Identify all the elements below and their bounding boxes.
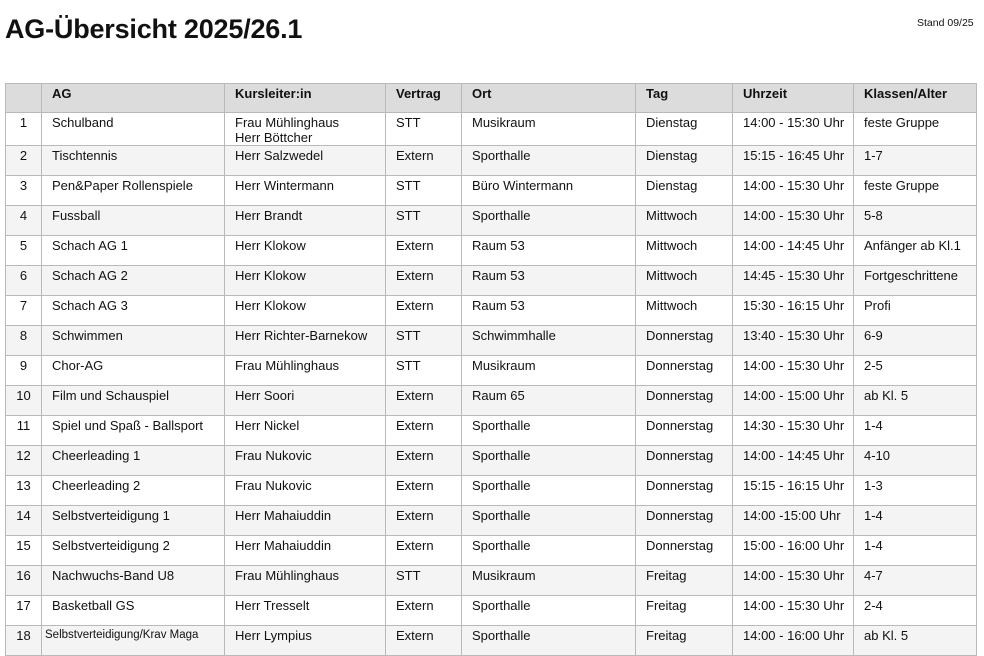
cell-nr: 12 — [6, 446, 42, 476]
cell-klassen: 1-4 — [854, 506, 977, 536]
cell-uhrzeit: 15:30 - 16:15 Uhr — [733, 296, 854, 326]
ag-table — [5, 83, 977, 656]
cell-kursleiter: Frau Nukovic — [225, 446, 386, 476]
cell-klassen: Fortgeschrittene — [854, 266, 977, 296]
table-row — [6, 296, 977, 326]
cell-klassen: ab Kl. 5 — [854, 626, 977, 656]
cell-ort: Musikraum — [462, 566, 636, 596]
cell-tag: Donnerstag — [636, 536, 733, 566]
cell-vertrag: Extern — [386, 416, 462, 446]
cell-klassen: 4-7 — [854, 566, 977, 596]
cell-vertrag: STT — [386, 356, 462, 386]
cell-ag: Selbstverteidigung 1 — [42, 506, 225, 536]
cell-vertrag: Extern — [386, 236, 462, 266]
cell-vertrag: Extern — [386, 596, 462, 626]
cell-tag: Mittwoch — [636, 206, 733, 236]
cell-ort: Raum 53 — [462, 266, 636, 296]
stand-date: Stand 09/25 — [917, 17, 974, 29]
cell-vertrag: Extern — [386, 296, 462, 326]
table-row — [6, 326, 977, 356]
cell-kursleiter-second: Herr Böttcher — [235, 130, 313, 145]
cell-kursleiter: Herr Klokow — [225, 236, 386, 266]
cell-kursleiter: Herr Brandt — [225, 206, 386, 236]
cell-klassen: 1-7 — [854, 146, 977, 176]
cell-ort: Musikraum — [462, 113, 636, 146]
cell-vertrag: Extern — [386, 506, 462, 536]
cell-kursleiter: Herr Klokow — [225, 266, 386, 296]
cell-tag: Dienstag — [636, 113, 733, 146]
cell-vertrag: STT — [386, 113, 462, 146]
cell-tag: Donnerstag — [636, 446, 733, 476]
cell-nr: 3 — [6, 176, 42, 206]
cell-ag: Nachwuchs-Band U8 — [42, 566, 225, 596]
table-row — [6, 506, 977, 536]
cell-ag: Fussball — [42, 206, 225, 236]
cell-tag: Donnerstag — [636, 386, 733, 416]
cell-ag: Cheerleading 1 — [42, 446, 225, 476]
cell-vertrag: Extern — [386, 266, 462, 296]
cell-nr: 8 — [6, 326, 42, 356]
table-row — [6, 386, 977, 416]
cell-klassen: feste Gruppe — [854, 176, 977, 206]
cell-ag: Tischtennis — [42, 146, 225, 176]
cell-klassen: ab Kl. 5 — [854, 386, 977, 416]
cell-kursleiter: Herr Soori — [225, 386, 386, 416]
cell-nr: 9 — [6, 356, 42, 386]
cell-ort: Sporthalle — [462, 506, 636, 536]
cell-klassen: 2-5 — [854, 356, 977, 386]
cell-klassen: feste Gruppe — [854, 113, 977, 146]
cell-ag: Chor-AG — [42, 356, 225, 386]
cell-vertrag: STT — [386, 326, 462, 356]
cell-kursleiter: Herr Salzwedel — [225, 146, 386, 176]
cell-uhrzeit: 14:00 - 14:45 Uhr — [733, 236, 854, 266]
cell-ort: Sporthalle — [462, 596, 636, 626]
cell-klassen: 4-10 — [854, 446, 977, 476]
header-uhrzeit: Uhrzeit — [733, 84, 854, 113]
cell-uhrzeit: 14:30 - 15:30 Uhr — [733, 416, 854, 446]
header-ort: Ort — [462, 84, 636, 113]
cell-uhrzeit: 13:40 - 15:30 Uhr — [733, 326, 854, 356]
header-kursleiter: Kursleiter:in — [225, 84, 386, 113]
cell-tag: Mittwoch — [636, 266, 733, 296]
cell-kursleiter: Herr Richter-Barnekow — [225, 326, 386, 356]
cell-tag: Donnerstag — [636, 326, 733, 356]
cell-ort: Musikraum — [462, 356, 636, 386]
cell-nr: 13 — [6, 476, 42, 506]
cell-ag: Film und Schauspiel — [42, 386, 225, 416]
cell-nr: 17 — [6, 596, 42, 626]
cell-tag: Freitag — [636, 626, 733, 656]
header-nr — [6, 84, 42, 113]
cell-tag: Freitag — [636, 596, 733, 626]
cell-kursleiter: Frau Mühlinghaus — [225, 566, 386, 596]
cell-nr: 18 — [6, 626, 42, 656]
table-row — [6, 146, 977, 176]
cell-ort: Sporthalle — [462, 146, 636, 176]
cell-ag: Schach AG 1 — [42, 236, 225, 266]
cell-vertrag: Extern — [386, 146, 462, 176]
table-row — [6, 236, 977, 266]
cell-ag: Selbstverteidigung/Krav Maga — [42, 626, 225, 656]
table-row — [6, 416, 977, 446]
cell-uhrzeit: 14:00 - 15:30 Uhr — [733, 113, 854, 146]
cell-vertrag: Extern — [386, 446, 462, 476]
cell-ag: Cheerleading 2 — [42, 476, 225, 506]
cell-klassen: Profi — [854, 296, 977, 326]
header-ag: AG — [42, 84, 225, 113]
cell-tag: Donnerstag — [636, 356, 733, 386]
cell-kursleiter: Herr Tresselt — [225, 596, 386, 626]
cell-nr: 15 — [6, 536, 42, 566]
cell-vertrag: STT — [386, 566, 462, 596]
cell-uhrzeit: 14:45 - 15:30 Uhr — [733, 266, 854, 296]
cell-nr: 6 — [6, 266, 42, 296]
cell-uhrzeit: 15:15 - 16:15 Uhr — [733, 476, 854, 506]
cell-klassen: Anfänger ab Kl.1 — [854, 236, 977, 266]
cell-kursleiter: Frau Mühlinghaus — [225, 356, 386, 386]
cell-tag: Mittwoch — [636, 236, 733, 266]
cell-uhrzeit: 14:00 - 15:30 Uhr — [733, 206, 854, 236]
table-row — [6, 596, 977, 626]
cell-nr: 1 — [6, 113, 42, 146]
cell-vertrag: Extern — [386, 626, 462, 656]
cell-ag: Schach AG 2 — [42, 266, 225, 296]
cell-kursleiter: Frau Mühlinghaus Herr Böttcher — [225, 113, 386, 146]
cell-kursleiter: Herr Mahaiuddin — [225, 506, 386, 536]
cell-vertrag: STT — [386, 176, 462, 206]
header-tag: Tag — [636, 84, 733, 113]
cell-nr: 5 — [6, 236, 42, 266]
cell-kursleiter: Herr Nickel — [225, 416, 386, 446]
cell-nr: 16 — [6, 566, 42, 596]
cell-tag: Donnerstag — [636, 416, 733, 446]
cell-nr: 7 — [6, 296, 42, 326]
cell-ort: Raum 53 — [462, 236, 636, 266]
cell-nr: 14 — [6, 506, 42, 536]
cell-uhrzeit: 15:00 - 16:00 Uhr — [733, 536, 854, 566]
page-title: AG-Übersicht 2025/26.1 — [5, 14, 303, 44]
cell-ort: Sporthalle — [462, 416, 636, 446]
cell-uhrzeit: 14:00 - 16:00 Uhr — [733, 626, 854, 656]
cell-klassen: 6-9 — [854, 326, 977, 356]
table-row — [6, 266, 977, 296]
cell-uhrzeit: 14:00 - 15:30 Uhr — [733, 176, 854, 206]
cell-klassen: 1-4 — [854, 536, 977, 566]
cell-kursleiter: Herr Lympius — [225, 626, 386, 656]
cell-ort: Sporthalle — [462, 206, 636, 236]
cell-uhrzeit: 14:00 - 14:45 Uhr — [733, 446, 854, 476]
cell-tag: Donnerstag — [636, 476, 733, 506]
table-row — [6, 476, 977, 506]
cell-ag: Basketball GS — [42, 596, 225, 626]
cell-ag: Schwimmen — [42, 326, 225, 356]
cell-vertrag: STT — [386, 206, 462, 236]
header-vertrag: Vertrag — [386, 84, 462, 113]
cell-ort: Schwimmhalle — [462, 326, 636, 356]
table-row — [6, 626, 977, 656]
cell-ort: Raum 65 — [462, 386, 636, 416]
cell-nr: 10 — [6, 386, 42, 416]
cell-ort: Sporthalle — [462, 446, 636, 476]
table-row — [6, 536, 977, 566]
header-klassen: Klassen/Alter — [854, 84, 977, 113]
cell-uhrzeit: 14:00 - 15:30 Uhr — [733, 566, 854, 596]
table-row — [6, 566, 977, 596]
cell-ag: Selbstverteidigung 2 — [42, 536, 225, 566]
table-row — [6, 356, 977, 386]
cell-klassen: 2-4 — [854, 596, 977, 626]
cell-kursleiter: Herr Wintermann — [225, 176, 386, 206]
cell-uhrzeit: 14:00 - 15:30 Uhr — [733, 596, 854, 626]
cell-tag: Dienstag — [636, 176, 733, 206]
cell-ort: Sporthalle — [462, 536, 636, 566]
cell-tag: Donnerstag — [636, 506, 733, 536]
cell-ag: Schach AG 3 — [42, 296, 225, 326]
table-header-row — [6, 84, 977, 113]
cell-vertrag: Extern — [386, 386, 462, 416]
cell-ort: Raum 53 — [462, 296, 636, 326]
cell-vertrag: Extern — [386, 476, 462, 506]
table-row — [6, 206, 977, 236]
table-row — [6, 176, 977, 206]
cell-uhrzeit: 15:15 - 16:45 Uhr — [733, 146, 854, 176]
cell-kursleiter: Herr Klokow — [225, 296, 386, 326]
cell-tag: Mittwoch — [636, 296, 733, 326]
cell-ort: Sporthalle — [462, 626, 636, 656]
cell-vertrag: Extern — [386, 536, 462, 566]
cell-nr: 4 — [6, 206, 42, 236]
cell-nr: 2 — [6, 146, 42, 176]
cell-ort: Sporthalle — [462, 476, 636, 506]
cell-ort: Büro Wintermann — [462, 176, 636, 206]
cell-tag: Dienstag — [636, 146, 733, 176]
cell-ag: Schulband — [42, 113, 225, 146]
cell-uhrzeit: 14:00 - 15:30 Uhr — [733, 356, 854, 386]
cell-klassen: 5-8 — [854, 206, 977, 236]
cell-ag: Pen&Paper Rollenspiele — [42, 176, 225, 206]
cell-klassen: 1-4 — [854, 416, 977, 446]
cell-nr: 11 — [6, 416, 42, 446]
cell-tag: Freitag — [636, 566, 733, 596]
cell-kursleiter: Herr Mahaiuddin — [225, 536, 386, 566]
table-row — [6, 113, 977, 146]
cell-uhrzeit: 14:00 - 15:00 Uhr — [733, 386, 854, 416]
cell-uhrzeit: 14:00 -15:00 Uhr — [733, 506, 854, 536]
cell-kursleiter: Frau Nukovic — [225, 476, 386, 506]
cell-ag: Spiel und Spaß - Ballsport — [42, 416, 225, 446]
table-row — [6, 446, 977, 476]
cell-klassen: 1-3 — [854, 476, 977, 506]
